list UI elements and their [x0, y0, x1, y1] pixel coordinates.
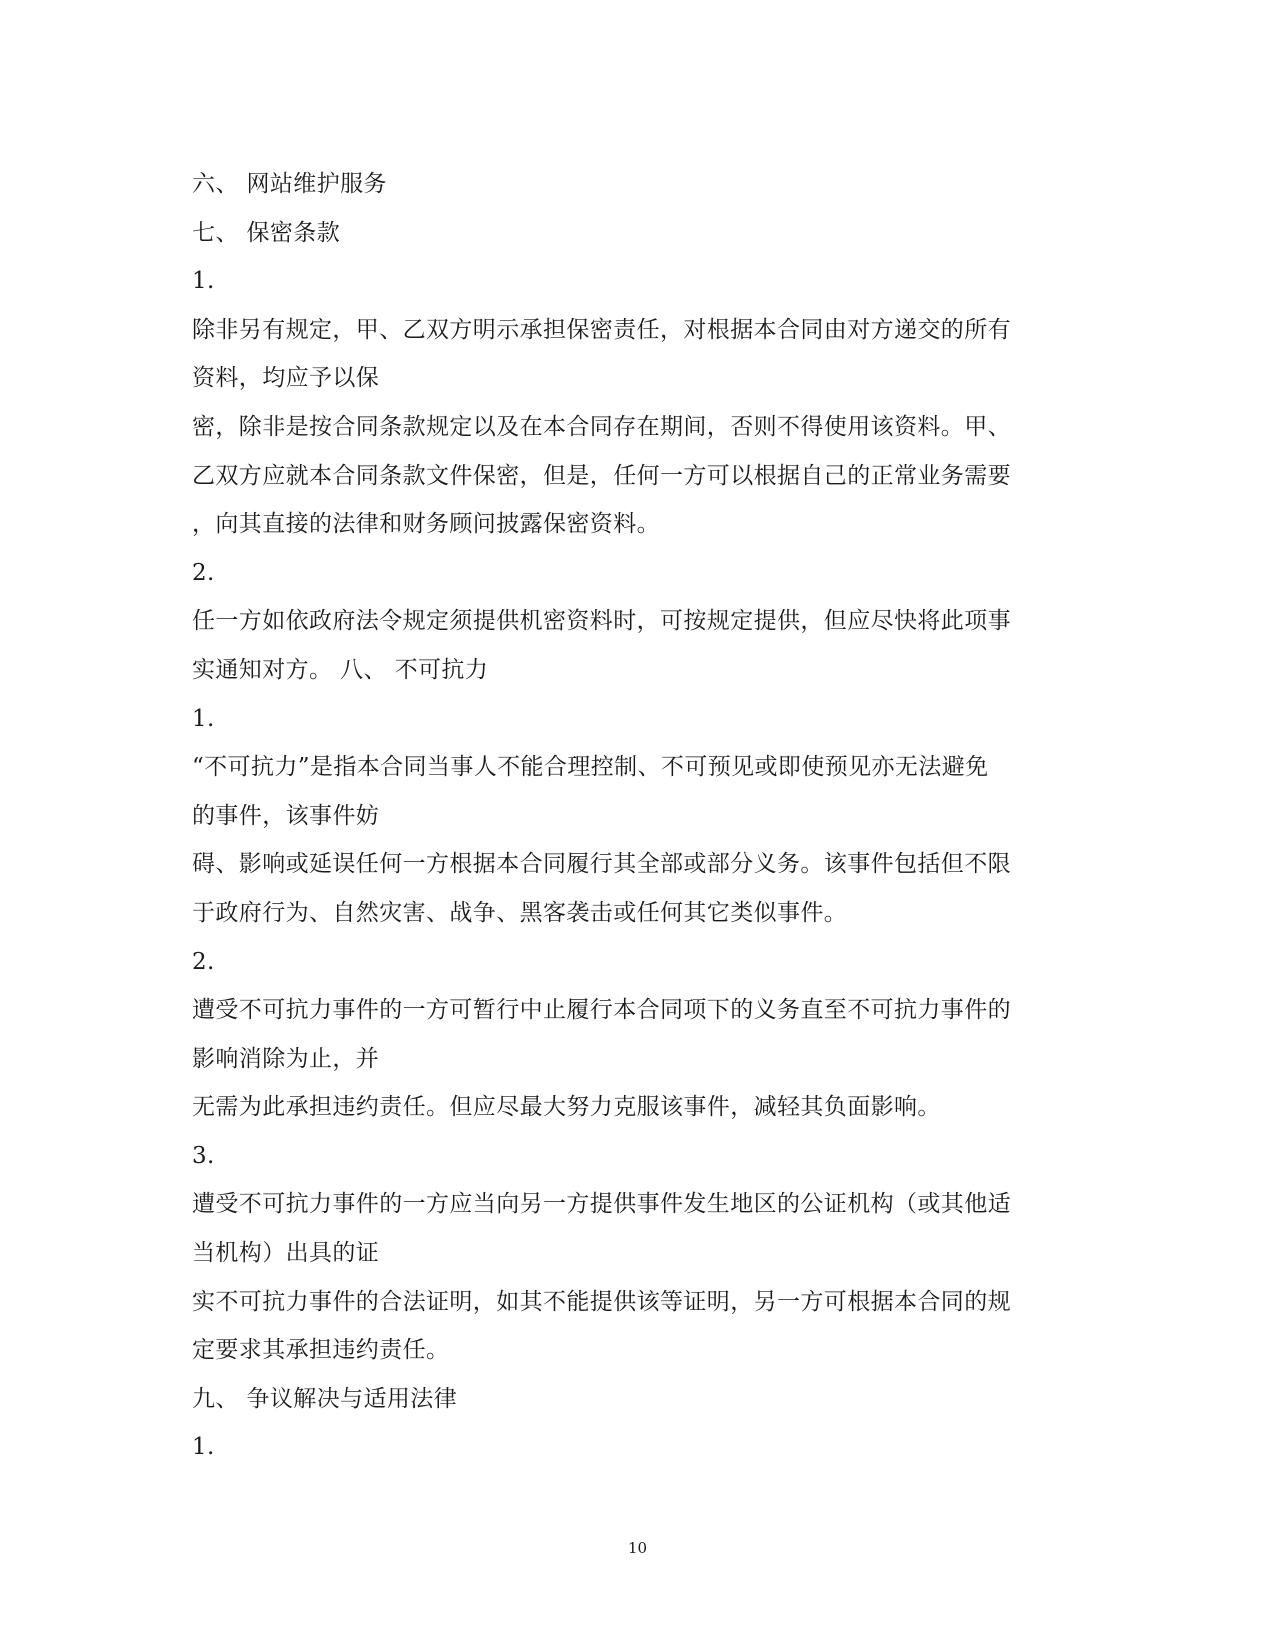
text-line: 于政府行为、自然灾害、战争、黑客袭击或任何其它类似事件。	[192, 899, 848, 926]
clause-number: 1.	[192, 1434, 215, 1461]
text-line: 除非另有规定，甲、乙双方明示承担保密责任，对根据本合同由对方递交的所有	[192, 316, 1011, 343]
text-line: 实不可抗力事件的合法证明，如其不能提供该等证明，另一方可根据本合同的规	[192, 1288, 1011, 1315]
text-line: 当机构）出具的证	[192, 1240, 380, 1267]
clause-number: 3.	[192, 1142, 215, 1169]
text-line: 碍、影响或延误任何一方根据本合同履行其全部或部分义务。该事件包括但不限	[192, 851, 1011, 878]
section-heading: 六、 网站维护服务	[192, 171, 387, 197]
text-line: 遭受不可抗力事件的一方应当向另一方提供事件发生地区的公证机构（或其他适	[192, 1191, 1011, 1218]
clause-number: 1.	[192, 268, 215, 295]
clause-number: 1.	[192, 705, 215, 732]
text-line: 影响消除为止，并	[192, 1045, 380, 1072]
document-body	[192, 160, 1072, 1472]
text-line: 遭受不可抗力事件的一方可暂行中止履行本合同项下的义务直至不可抗力事件的	[192, 997, 1011, 1024]
text-line: 的事件，该事件妨	[192, 802, 380, 829]
text-line: 资料，均应予以保	[192, 365, 380, 392]
text-line: ，向其直接的法律和财务顾问披露保密资料。	[192, 511, 660, 538]
section-heading: 七、 保密条款	[192, 219, 341, 246]
text-line: 定要求其承担违约责任。	[192, 1337, 450, 1364]
text-line: 任一方如依政府法令规定须提供机密资料时，可按规定提供，但应尽快将此项事	[192, 608, 1011, 635]
page-number: 10	[627, 1539, 648, 1557]
text-line: 无需为此承担违约责任。但应尽最大努力克服该事件，减轻其负面影响。	[192, 1094, 941, 1121]
text-line: 密，除非是按合同条款规定以及在本合同存在期间，否则不得使用该资料。甲、	[192, 413, 1011, 440]
text-line: 乙双方应就本合同条款文件保密，但是，任何一方可以根据自己的正常业务需要	[192, 462, 1011, 489]
text-line: 实通知对方。 八、 不可抗力	[192, 656, 489, 683]
clause-number: 2.	[192, 559, 215, 586]
text-line: “不可抗力”是指本合同当事人不能合理控制、不可预见或即使预见亦无法避免	[192, 754, 989, 781]
clause-number: 2.	[192, 948, 215, 975]
section-heading: 九、 争议解决与适用法律	[192, 1385, 458, 1412]
